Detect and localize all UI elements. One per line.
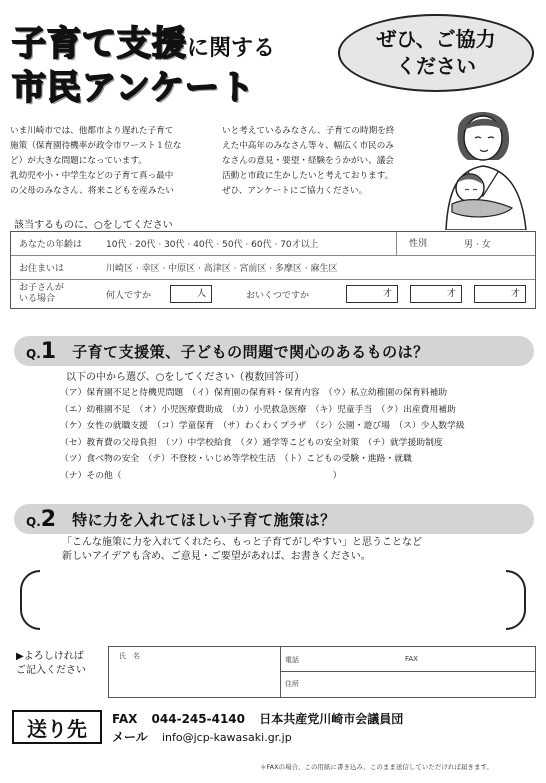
children-label-line: お子さんが	[19, 283, 65, 293]
option-line[interactable]: （エ）幼稚園不足 （オ）小児医療費助成 （カ）小児救急医療 （キ）児童手当 （ク）出産費用補助	[60, 404, 456, 415]
send-info	[112, 710, 413, 747]
intro-line: えた中高年のみなさん等々、幅広く市民のみ	[222, 141, 394, 151]
title-survey: 市民アンケート	[12, 68, 255, 108]
question-2-header	[14, 504, 534, 534]
name-label: 氏 名	[119, 652, 140, 660]
phone-label: 電話	[285, 656, 299, 664]
children-row	[11, 280, 535, 308]
instruction-text: 該当するものに、○をしてください	[14, 220, 173, 231]
people-unit: 人	[196, 289, 206, 299]
q-label: Q.	[26, 514, 41, 529]
title-particle: に関する	[187, 36, 276, 61]
intro-line: 乳幼児や小・中学生などの子育て真っ最中	[10, 171, 174, 181]
gender-label: 性別	[396, 232, 454, 256]
fax-note: ＊FAXの場合、この用紙に書き込み、このまま送信していただければ届きます。	[260, 763, 493, 771]
option-line-other[interactable]: （ナ）その他（ ）	[60, 470, 342, 481]
answer-bracket-left	[20, 570, 40, 630]
organization-name: 日本共産党川崎市会議員団	[259, 712, 404, 726]
option-line[interactable]: （ケ）女性の就職支援 （コ）学童保育 （サ）わくわくプラザ （シ）公園・遊び場 （ス）少人数学級	[60, 421, 465, 431]
intro-line: ど）が大きな問題になっています。	[10, 156, 147, 166]
children-count-field[interactable]	[170, 285, 212, 303]
children-age-label: おいくつですか	[246, 290, 310, 301]
q2-instruction-line: 新しいアイデアも含め、ご意見・ご要望があれば、お書きください。	[62, 551, 371, 562]
bubble-line-2: ください	[395, 54, 476, 78]
child-age-field-2[interactable]	[410, 285, 462, 303]
question-1-instruction: 以下の中から選び、○をしてください（複数回答可）	[66, 372, 305, 383]
child-age-field-3[interactable]	[474, 285, 526, 303]
residence-row	[11, 256, 535, 280]
contact-section	[12, 646, 536, 698]
q-label: Q.	[26, 346, 41, 361]
question-1-title: 子育て支援策、子どもの問題で関心のあるものは？	[72, 342, 429, 361]
phone-field[interactable]	[281, 647, 535, 672]
q2-instruction-line: 「こんな施策に力を入れてくれたら、もっと子育てがしやすい」と思うことなど	[62, 537, 422, 548]
option-line[interactable]: （セ）教育費の父母負担 （ソ）中学校給食 （タ）通学等こどもの安全対策 （チ）就学援助制度	[60, 437, 443, 448]
name-field[interactable]	[109, 647, 281, 697]
respondent-info-form	[10, 231, 536, 309]
question-2-title: 特に力を入れてほしい子育て施策は？	[72, 510, 336, 529]
mail-label: メール	[112, 730, 148, 744]
mother-baby-illustration	[428, 100, 536, 230]
contact-prompt-line: ご記入ください	[16, 665, 86, 676]
fax-label: FAX	[405, 655, 418, 663]
option-line[interactable]: （ツ）食べ物の安全 （テ）不登校・いじめ等学校生活 （ト）こどもの受験・進路・就職	[60, 454, 412, 464]
intro-line: ぜひ、アンケートにご協力ください。	[222, 186, 368, 196]
contact-prompt	[16, 650, 86, 678]
intro-line: いま川崎市では、他都市より遅れた子育て	[10, 126, 174, 136]
residence-label: お住まいは	[19, 264, 65, 274]
intro-line: の父母のみなさん、将来こどもを産みたい	[10, 186, 174, 196]
send-to-label: 送り先	[12, 710, 102, 744]
intro-left	[10, 124, 215, 199]
title-block	[8, 14, 338, 108]
q-num: 1	[40, 338, 57, 364]
child-age-field-1[interactable]	[346, 285, 398, 303]
bubble-line-1: ぜひ、ご協力	[376, 27, 496, 51]
q-num: 2	[40, 506, 57, 532]
intro-line: 活動と市政に生かしたいと考えております。	[222, 171, 394, 181]
gender-options[interactable]: 男 · 女	[464, 240, 491, 250]
contact-table	[108, 646, 536, 698]
title-line-2	[12, 60, 255, 109]
cooperation-bubble	[338, 14, 534, 92]
email-address[interactable]: info@jcp-kawasaki.gr.jp	[161, 731, 292, 744]
answer-bracket-right	[506, 570, 526, 630]
intro-line: いと考えているみなさん、子育ての時期を終	[222, 126, 395, 136]
question-1-header	[14, 336, 534, 366]
children-label	[11, 283, 106, 305]
intro-line: なさんの意見・要望・経験をうかがい、議会	[222, 156, 394, 166]
question-1-options	[60, 385, 465, 484]
intro-right	[222, 124, 422, 199]
question-2-instruction	[62, 536, 422, 564]
title-line-1	[12, 16, 275, 65]
age-row	[11, 232, 535, 256]
contact-prompt-line: ▶よろしければ	[16, 651, 84, 662]
question-2-number	[26, 507, 56, 532]
age-unit: 才	[382, 289, 392, 299]
children-count-label: 何人ですか	[106, 290, 152, 301]
option-line[interactable]: （ア）保育園不足と待機児問題 （イ）保育園の保育料・保育内容 （ウ）私立幼稚園の保育料補助	[60, 388, 448, 398]
age-label: あなたの年齢は	[19, 240, 83, 250]
intro-line: 施策（保育園待機率が政令市ワースト１位な	[10, 141, 182, 151]
address-field[interactable]	[281, 672, 535, 697]
fax-label: FAX	[112, 712, 138, 726]
address-label: 住所	[285, 680, 299, 688]
fax-number: 044-245-4140	[151, 712, 246, 726]
age-unit: 才	[510, 289, 520, 299]
question-1-number	[26, 339, 56, 364]
age-unit: 才	[446, 289, 456, 299]
age-options[interactable]: 10代 · 20代 · 30代 · 40代 · 50代 · 60代 · 70才以上	[106, 240, 319, 250]
children-label-line: いる場合	[19, 294, 56, 304]
title-main: 子育て支援	[12, 24, 187, 64]
residence-options[interactable]: 川崎区 · 幸区 · 中原区 · 高津区 · 宮前区 · 多摩区 · 麻生区	[106, 264, 338, 274]
